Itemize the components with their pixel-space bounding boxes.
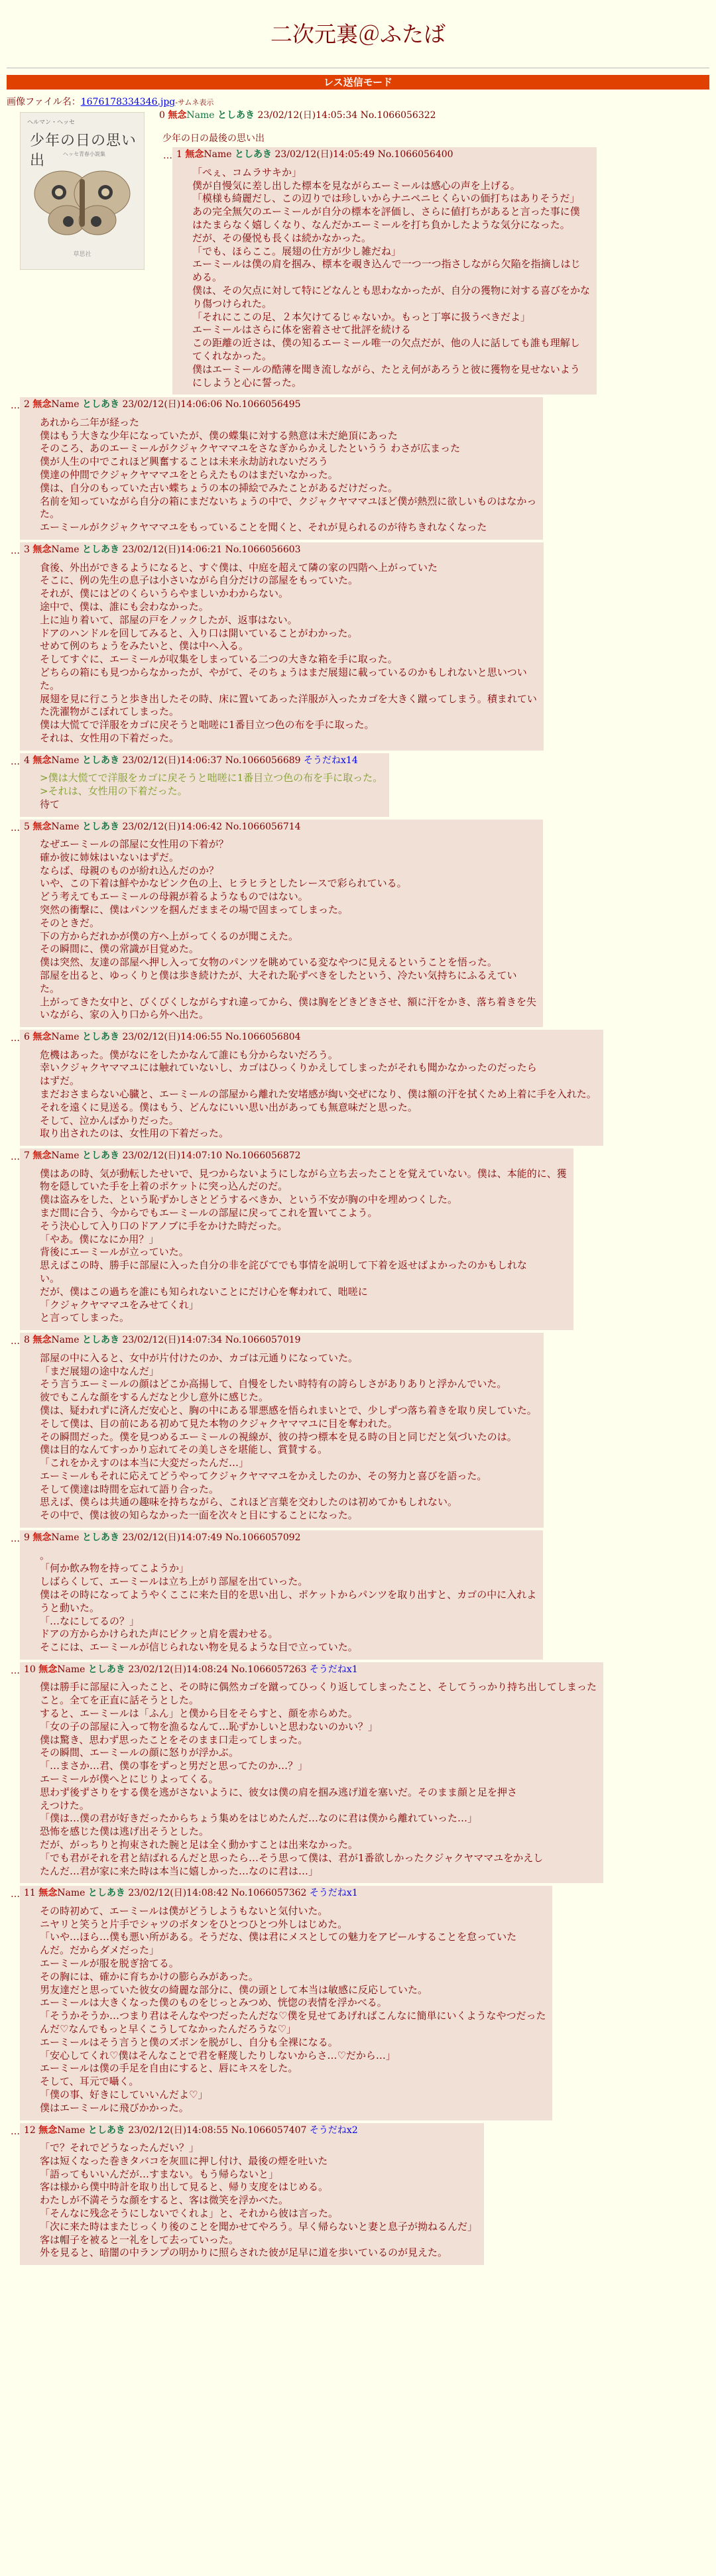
message-line: 思えばこの時、勝手に部屋に入った自分の非を詫びてでも事情を説明して下着を返せばよかったのかもしれな	[40, 1259, 528, 1272]
message-line: 客は様から僕中時計を取り出して見ると、帰り支度をはじめる。	[40, 2181, 329, 2193]
message-line: 恐怖を感じた僕は逃げ出そうとした。	[40, 1825, 209, 1838]
message-line: そう決心して入り口のドアノブに手をかけた時だった。	[40, 1219, 288, 1232]
message-line: 部屋を出ると、ゆっくりと僕は歩き続けたが、大それた恥ずべきをしたという、冷たい気持ちにふるえてい	[40, 969, 517, 981]
reply-date: 23/02/12(日)14:07:49	[122, 1532, 223, 1544]
thumbnail-toggle-link[interactable]: -サムネ表示	[175, 98, 214, 107]
reply-post	[20, 542, 544, 751]
reply-row	[159, 147, 709, 395]
reply-message	[40, 1905, 546, 2115]
reply-poster-name: としあき	[82, 544, 119, 556]
message-line: 僕が人生の中でこれほど興奮することは未来永劫訪れないだろう	[40, 456, 329, 468]
reply-subject: 無念	[32, 1532, 52, 1544]
reply-post	[20, 1333, 544, 1528]
reply-poster-name: としあき	[88, 1664, 125, 1675]
message-line: 僕が自慢気に差し出した標本を見ながらエーミールは感心の声を上げる。	[192, 179, 520, 192]
message-line: エーミールもそれに応えてどうやってクジャクヤママユをかえしたのか、その努力と喜びを語った。	[40, 1469, 487, 1482]
message-line: エーミールは大きくなった僕のものをじっとみつめ、恍惚の表情を浮かべる。	[40, 1996, 387, 2009]
message-line: それを遠くに見送る。僕はもう、どんなにいい思い出があっても無意味だと思った。	[40, 1101, 418, 1113]
message-line: その胸には、確かに育ちかけの膨らみがあった。	[40, 1970, 259, 1983]
reply-subject: 無念	[32, 399, 52, 410]
reply-indent-marker: …	[163, 151, 172, 162]
reply-poster-name: としあき	[88, 1888, 125, 1899]
message-line: 「語ってもいいんだが…すまない。もう帰らないと」	[40, 2168, 279, 2180]
reply-subject: 無念	[38, 2124, 58, 2136]
reply-id[interactable]: No.1066056400	[377, 149, 453, 160]
reply-indent-marker: …	[11, 2126, 20, 2137]
message-line: 僕は突然、友達の部屋へ押し入って女物のパンツを眺めている変なやつに見えるということを悟った。	[40, 956, 498, 969]
reply-number: 11	[24, 1888, 36, 1899]
reply-id[interactable]: No.1066057092	[225, 1532, 301, 1544]
reply-poster-name: としあき	[82, 1532, 119, 1544]
message-line: 幸いクジャクヤママユには触れていないし、カゴはひっくりかえしてしまったがそれも聞かなかったのだったら	[40, 1062, 537, 1074]
message-line: はずだ。	[40, 1075, 80, 1087]
reply-message	[40, 1049, 597, 1141]
message-line: 「でも、ほらここ。展翅の仕方が少し雑だね」	[192, 245, 402, 257]
name-label: Name	[51, 544, 80, 556]
message-line: わたしが不満そうな顔をすると、客は微笑を浮かべた。	[40, 2194, 289, 2207]
message-line: そこに、例の先生の息子は小さいながら自分だけの部屋をもっていた。	[40, 574, 359, 587]
reply-indent-marker: …	[11, 546, 20, 557]
message-line: ドアの方からかけられた声にビクッと肩を震わせる。	[40, 1628, 278, 1640]
message-line: 待て	[40, 798, 60, 810]
message-line: そして、耳元で囁く。	[40, 2075, 139, 2088]
reply-subject: 無念	[32, 1032, 52, 1043]
message-line: エーミールは僕の手足を自由にすると、唇にキスをした。	[40, 2062, 298, 2075]
message-line: 「まだ展翅の途中なんだ」	[40, 1365, 160, 1377]
reply-row	[7, 1148, 709, 1330]
reply-row	[7, 1030, 709, 1146]
reply-row	[7, 542, 709, 751]
message-line: 「これをかえすのは本当に大変だったんだ…」	[40, 1457, 249, 1469]
sodane-button[interactable]: そうだねx1	[309, 1664, 358, 1675]
post-number: 0	[159, 110, 165, 121]
message-line: そこには、エーミールが信じられない物を見るような目で立っていた。	[40, 1641, 358, 1654]
message-line: 「やあ。僕になにか用？」	[40, 1233, 159, 1245]
name-label: Name	[51, 1335, 80, 1346]
book-title: 少年の日の思い出	[30, 133, 137, 169]
name-label: Name	[57, 2124, 86, 2136]
message-line: 「そうかそうか…つまり君はそんなやつだったんだな♡僕を見せてあげればこんなに簡単にいくようなやつだった	[40, 2010, 546, 2022]
message-line: 外を見ると、暗闇の中ランプの明かりに照らされた彼が足早に道を歩いているのが見えた。	[40, 2246, 448, 2259]
reply-message	[40, 562, 537, 745]
message-line: 「僕は…僕の君が好きだったからちょう集めをはじめたんだ…なのに君は僕から離れていった…」	[40, 1812, 478, 1825]
message-line: 思わず後ずさりをする僕を逃がさないように、彼女は僕の肩を掴み逃げ道を塞いだ。そのまま顔と足を押さ	[40, 1786, 518, 1798]
message-line: 「模様も綺麗だし、この辺りでは珍しいからナニペニヒくらいの価打ちはありそうだ」	[192, 192, 580, 205]
message-line: 「安心してくれ♡僕はそんなことで君を軽蔑したりしないからさ…♡だから…」	[40, 2049, 396, 2061]
op-thumbnail-image[interactable]	[20, 112, 145, 270]
reply-post	[20, 1530, 543, 1660]
reply-post	[172, 147, 597, 395]
message-line: 「次に来た時はまたじっくり後のことを聞かせてやろう。早く帰らないと妻と息子が拗ねるんだ」	[40, 2220, 478, 2233]
message-line: エーミールはさらに体を密着させて批評を続ける	[192, 324, 411, 336]
reply-row	[7, 1333, 709, 1528]
message-line: 僕は驚き、思わず思ったことをそのまま口走ってしまった。	[40, 1733, 308, 1746]
reply-poster-name: としあき	[82, 1335, 119, 1346]
reply-number: 8	[24, 1335, 30, 1346]
reply-id[interactable]: No.1066056872	[225, 1150, 301, 1162]
reply-poster-name: としあき	[82, 1032, 119, 1043]
reply-post	[20, 753, 389, 817]
reply-header	[24, 755, 383, 767]
message-line: なぜエーミールの部屋に女性用の下着が？	[40, 838, 229, 851]
message-line: 下の方からだれかが僕の方へ上がってくるのが聞こえた。	[40, 930, 299, 942]
reply-indent-marker: …	[11, 1889, 20, 1900]
message-line: それが、僕にはどのくらいうらやましいかわからない。	[40, 587, 289, 600]
reply-date: 23/02/12(日)14:06:42	[122, 821, 223, 832]
message-line: あの完全無欠のエーミールが自分の標本を評価し、さらに値打ちがあると言った事に僕	[192, 206, 580, 218]
message-line: にしようと心に誓った。	[192, 376, 302, 389]
reply-row	[7, 1530, 709, 1660]
file-label: 画像ファイル名：	[7, 97, 81, 107]
post-mode-bar: レス送信モード	[7, 75, 709, 90]
message-line: その瞬間だった。僕を見つめるエーミールの視線が、彼の持つ標本を見る時の目と同じだと気づいたのは。	[40, 1430, 517, 1443]
reply-id[interactable]: No.1066057362	[231, 1888, 307, 1899]
name-label: Name	[51, 755, 80, 766]
reply-date: 23/02/12(日)14:06:21	[122, 544, 223, 556]
message-line: たんだ…君が家に来た時は本当に嬉しかった…なのに君は…」	[40, 1865, 319, 1877]
reply-number: 1	[176, 149, 182, 160]
book-author: ヘルマン・ヘッセ	[27, 119, 76, 127]
message-line: た洗濯物がこぼれてしまった。	[40, 705, 180, 718]
reply-indent-marker: …	[11, 1033, 20, 1044]
message-line: 僕はもう大きな少年になっていたが、僕の蝶集に対する熱意は未だ絶頂にあった	[40, 429, 398, 442]
message-line: はたまらなく嬉しくなり、なんだかエーミールを打ち負かしたような気分になった。	[192, 219, 570, 231]
post-date: 23/02/12(日)14:05:34	[257, 110, 358, 121]
reply-indent-marker: …	[11, 1152, 20, 1163]
reply-post	[20, 1148, 573, 1330]
thread	[7, 96, 709, 2268]
book-subtitle: ヘッセ青春小説集	[63, 151, 105, 158]
message-line: そのときだ。	[40, 916, 100, 929]
message-line: 食後、外出ができるようになると、すぐ僕は、中庭を超えて隣の家の四階へ上がっていた	[40, 561, 438, 574]
message-line: と言ってしまった。	[40, 1312, 130, 1324]
message-line: り傷つけられた。	[192, 297, 272, 310]
reply-id[interactable]: No.1066056804	[225, 1032, 301, 1043]
reply-row	[7, 820, 709, 1028]
reply-id[interactable]: No.1066056689	[225, 755, 301, 766]
message-line: てくれなかった。	[192, 350, 272, 363]
name-label: Name	[51, 1032, 80, 1043]
reply-post	[20, 1886, 552, 2120]
reply-poster-name: としあき	[82, 399, 119, 410]
reply-indent-marker: …	[11, 1336, 20, 1347]
reply-date: 23/02/12(日)14:05:49	[274, 149, 375, 160]
message-line: それは、女性用の下着だった。	[40, 731, 180, 744]
message-line: 取り出されたのは、女性用の下着だった。	[40, 1127, 229, 1140]
message-line: 「そんなに残念そうにしないでくれよ」と、それから彼は言った。	[40, 2207, 339, 2220]
reply-indent-marker: …	[11, 1534, 20, 1545]
message-line: 客は帽子を被ると一礼をして去っていった。	[40, 2233, 239, 2246]
reply-poster-name: としあき	[82, 821, 119, 832]
message-line: 「で？それでどうなったんだい？」	[40, 2142, 200, 2154]
reply-message	[192, 166, 590, 390]
reply-id[interactable]: No.1066056714	[225, 821, 301, 832]
message-line: い。	[40, 1272, 60, 1285]
message-line: 思えば、僕らは共通の趣味を持ちながら、これほど言葉を交わしたのは初めてかもしれない。	[40, 1496, 458, 1508]
reply-message	[40, 1168, 567, 1325]
message-line: エーミールはそう言うと僕のズボンを脱がし、自分も全裸になる。	[40, 2036, 338, 2048]
message-line: この距離の近さは、僕の知るエーミール唯一の欠点だが、他の人に話しても誰も理解し	[192, 337, 580, 349]
reply-message	[40, 1681, 597, 1878]
message-line: 客は短くなった巻きタバコを灰皿に押し付け、最後の煙を吐いた	[40, 2154, 328, 2167]
message-line: た。	[40, 982, 60, 995]
message-line: しばらくして、エーミールは立ち上がり部屋を出ていった。	[40, 1575, 308, 1588]
book-publisher: 草思社	[73, 251, 91, 258]
reply-row	[7, 753, 709, 817]
message-line: その瞬間に、僕の常識が目覚めた。	[40, 943, 200, 955]
reply-date: 23/02/12(日)14:08:55	[128, 2124, 229, 2136]
reply-number: 12	[24, 2124, 36, 2136]
message-line: 確か彼に姉妹はいないはずだ。	[40, 851, 180, 863]
reply-number: 5	[24, 821, 30, 832]
reply-id[interactable]: No.1066057263	[231, 1664, 307, 1675]
reply-subject: 無念	[32, 1150, 52, 1162]
reply-row	[7, 1886, 709, 2120]
message-line: どう考えてもエーミールの母親が着るようなものではない。	[40, 890, 308, 903]
reply-poster-name: としあき	[82, 1150, 119, 1162]
reply-date: 23/02/12(日)14:08:42	[128, 1888, 229, 1899]
reply-subject: 無念	[32, 1335, 52, 1346]
message-line: 危機はあった。僕がなにをしたかなんて誰にも分からないだろう。	[40, 1048, 338, 1061]
message-line: んだ♡なんでもっと早くこうしてなかったんだろうな♡」	[40, 2022, 296, 2035]
message-line: あれから二年が経った	[40, 416, 140, 428]
reply-number: 4	[24, 755, 30, 766]
message-line: まだ間に合う、今からでもエーミールの部屋に戻ってこれを置いてこよう。	[40, 1207, 378, 1219]
post-id[interactable]: No.1066056322	[360, 110, 436, 121]
message-line: 「…なにしてるの？」	[40, 1615, 140, 1627]
name-label: Name	[51, 821, 80, 832]
reply-post	[20, 2123, 484, 2266]
reply-header	[24, 399, 536, 410]
message-line: せめて例のちょうをみたいと、僕は中へ入る。	[40, 640, 249, 652]
reply-header	[24, 2124, 477, 2136]
reply-row	[7, 2123, 709, 2266]
message-line: ニヤリと笑うと片手でシャツのボタンをひとつひとつ外しはじめた。	[40, 1918, 348, 1930]
message-line: 僕は大慌てで洋服をカゴに戻そうと咄嗟に1番目立つ色の布を手に取った。	[40, 719, 375, 731]
reply-header	[24, 1664, 597, 1676]
name-label: Name	[51, 399, 80, 410]
sodane-button[interactable]: そうだねx1	[309, 1888, 358, 1899]
message-line: 「クジャクヤママユをみせてくれ」	[40, 1298, 199, 1311]
name-label: Name	[51, 1532, 80, 1544]
message-line: 部屋の中に入ると、女中が片付けたのか、カゴは元通りになっていた。	[40, 1351, 359, 1364]
sodane-button[interactable]: そうだねx2	[309, 2124, 358, 2136]
reply-id[interactable]: No.1066057407	[231, 2124, 307, 2136]
message-line: た。	[40, 508, 60, 521]
message-line: 「ぺぇ、コムラサキか」	[192, 166, 302, 178]
message-line: 僕は目的なんてすっかり忘れてその美しさを堪能し、賞賛する。	[40, 1443, 328, 1456]
message-line: その瞬間、エーミールの顔に怒りが浮かぶ。	[40, 1747, 239, 1759]
reply-indent-marker: …	[11, 822, 20, 833]
poster-name: としあき	[217, 110, 255, 121]
message-line: 僕は、その欠点に対して特にどなんとも思わなかったが、自分の獲物に対する喜びをかな	[192, 284, 591, 297]
message-line: 物を隠していた手を上着のポケットに突っ込んだのだ。	[40, 1180, 288, 1193]
moth-icon	[32, 166, 132, 239]
message-line: 僕は盗みをした、という恥ずかしさとどうするべきか、という不安が胸の中を埋めつくした。	[40, 1194, 458, 1206]
message-line: 僕はその時になってようやくここに来た目的を思い出し、ポケットからパンツを取り出すと、カゴの中に入れよ	[40, 1588, 537, 1601]
message-line: そしてすぐに、エーミールが収集をしまっている二つの大きな箱を手に取った。	[40, 653, 398, 666]
message-line: た。	[40, 679, 60, 692]
message-line: そして、泣かんばかりだった。	[40, 1114, 179, 1127]
message-line: んだ。だからダメだった」	[40, 1944, 160, 1957]
reply-header	[176, 149, 590, 160]
message-line: いや、この下着は鮮やかなピンク色の上、ヒラヒラとしたレースで彩られている。	[40, 877, 407, 890]
op-file-info	[7, 96, 709, 108]
reply-indent-marker: …	[11, 400, 20, 412]
reply-header	[24, 1031, 597, 1043]
reply-row	[7, 397, 709, 540]
reply-message	[40, 1550, 536, 1654]
message-line: だが、がっちりと拘束された腕と足は全く動かすことは出来なかった。	[40, 1838, 359, 1851]
message-line: だが、その優悦も長くは続かなかった。	[192, 231, 372, 244]
name-label: Name	[186, 110, 215, 121]
reply-header	[24, 821, 536, 833]
message-line: 僕は、疑われずに済んだ安心と、胸の中にある罪悪感を悟られまいとで、少しずつ落ち着きを取り戻していた。	[40, 1404, 537, 1416]
name-label: Name	[204, 149, 232, 160]
message-line: まだおさまらない心臓と、エーミールの部屋から離れた安堵感が綯い交ぜになり、僕は額の汗を拭くため上着に手を入れた。	[40, 1088, 597, 1101]
message-line: そのころ、あのエーミールがクジャクヤママユをさなぎからかえしたというう わさが広まった	[40, 442, 461, 455]
message-line: 「…まさか…君、僕の事をずっと男だと思ってたのか…？」	[40, 1760, 308, 1772]
message-line: 「何か飲み物を持ってこようか」	[40, 1562, 190, 1575]
reply-id[interactable]: No.1066057019	[225, 1335, 301, 1346]
reply-number: 2	[24, 399, 30, 410]
message-line: だが、僕はこの過ちを誰にも知られないことにだけ心を奪われて、咄嗟に	[40, 1285, 368, 1298]
reply-subject: 無念	[32, 821, 52, 832]
message-line: 上がってきた女中と、びくびくしながらすれ違ってから、僕は胸をどきどきさせ、額に汗をかき、落ち着きを失	[40, 995, 536, 1008]
reply-number: 3	[24, 544, 30, 556]
reply-indent-marker: …	[11, 1665, 20, 1676]
site-title[interactable]: 二次元裏＠ふたば	[270, 21, 446, 47]
message-line: どちらの箱にも見つからなかったが、やがて、そのちょうはまだ展翅に載っているのかもしれないと思いつい	[40, 666, 527, 678]
message-line: 突然の衝撃に、僕はパンツを掴んだままその場で固まってしまった。	[40, 904, 349, 916]
message-line: すると、エーミールは「ふん」と僕から目をそらすと、顔を赤らめた。	[40, 1707, 358, 1719]
reply-id[interactable]: No.1066056603	[225, 544, 301, 556]
message-line: 僕達の仲間でクジャクヤママユをとらえたものはまだいなかった。	[40, 469, 338, 481]
name-label: Name	[57, 1888, 86, 1899]
reply-header	[24, 1532, 536, 1544]
message-line: 彼でもこんな顔をするんだなと少し意外に感じた。	[40, 1391, 269, 1404]
reply-message	[40, 772, 383, 811]
reply-id[interactable]: No.1066056495	[225, 399, 301, 410]
message-line: そして僕は、目の前にある初めて見た本物のクジャクヤママユに目を奪われた。	[40, 1417, 398, 1430]
message-line: 展翅を見に行こうと歩き出したその時、床に置いてあった洋服が入ったカゴを大きく蹴ってしまう。積まれてい	[40, 692, 537, 705]
reply-date: 23/02/12(日)14:07:10	[122, 1150, 223, 1162]
reply-date: 23/02/12(日)14:06:37	[122, 755, 223, 766]
message-line: こと。全てを正直に話そうとした。	[40, 1694, 200, 1707]
reply-header	[24, 544, 537, 556]
message-line: エーミールが服を脱ぎ捨てる。	[40, 1957, 179, 1969]
message-line: 「でも君がそれを君と結ばれるんだと思ったら…そう思って僕は、君が1番欲しかったクジャクヤママユをかえし	[40, 1851, 544, 1864]
message-line: その中で、僕は彼の知らなかった一面を次々と目にすることになった。	[40, 1509, 358, 1522]
sodane-button[interactable]: そうだねx14	[304, 755, 358, 766]
reply-subject: 無念	[38, 1888, 58, 1899]
reply-post	[20, 1030, 603, 1146]
message-line: そして僕達は時間を忘れて語り合った。	[40, 1483, 219, 1495]
reply-post	[20, 397, 543, 540]
message-line: その時初めて、エーミールは僕がどうしようもないと気付いた。	[40, 1904, 328, 1917]
post-subject: 無念	[168, 110, 187, 121]
message-line: 男友達だと思っていた彼女の綺麗な部分に、僕の頭として本当は敏感に反応していた。	[40, 1983, 428, 1996]
message-line: 僕は勝手に部屋に入ったこと、その時に偶然カゴを蹴ってひっくり返してしまったこと、そしてうっかり持ち出してしまった	[40, 1681, 597, 1693]
op-message: 少年の日の最後の思い出	[162, 133, 265, 144]
message-line: 「僕の事、好きにしていいんだよ♡」	[40, 2088, 208, 2101]
reply-number: 9	[24, 1532, 30, 1544]
reply-number: 6	[24, 1032, 30, 1043]
reply-header	[24, 1887, 546, 1899]
message-line: 上に辿り着いて、部屋の戸をノックしたが、返事はない。	[40, 613, 298, 626]
reply-message	[40, 2142, 477, 2260]
reply-post	[20, 1662, 603, 1883]
message-line: 僕はエーミールに飛びかかった。	[40, 2101, 189, 2114]
message-line: うと動いた。	[40, 1601, 100, 1614]
message-line: 僕は、自分のもっていた古い蝶ちょうの本の挿絵でみたことがあるだけだった。	[40, 481, 398, 494]
message-line: 途中で、僕は、誰にも会わなかった。	[40, 600, 209, 613]
reply-list	[7, 147, 709, 2265]
reply-date: 23/02/12(日)14:07:34	[122, 1335, 223, 1346]
name-label: Name	[51, 1150, 80, 1162]
message-line: そう言うエーミールの顔はどこか高揚して、自慢をしたい時特有の誇らしさがありありと浮かんでいた。	[40, 1378, 507, 1390]
reply-post	[20, 820, 543, 1028]
file-link[interactable]: 1676178334346.jpg	[80, 97, 176, 107]
message-line: 僕はあの時、気が動転したせいで、見つからないようにしながら立ち去ったことを覚えていない。僕は、本能的に、獲	[40, 1167, 567, 1180]
message-line: 「いや…ほら…僕も悪い所がある。そうだな、僕は君にメスとしての魅力をアピールすることを怠っていた	[40, 1931, 517, 1943]
reply-header	[24, 1150, 567, 1162]
reply-subject: 無念	[38, 1664, 58, 1675]
reply-subject: 無念	[32, 755, 52, 766]
reply-number: 10	[24, 1664, 36, 1675]
message-line: いながら、家の入り口から外へ出た。	[40, 1009, 209, 1021]
message-line: 名前を知っていながら自分の箱にまだないちょうの中で、クジャクヤママユほど僕が熱烈に欲しいものはなかっ	[40, 495, 537, 507]
message-line: エーミールがクジャクヤママユをもっていることを聞くと、それが見られるのが待ちきれなくなった	[40, 521, 487, 534]
message-line: エーミールが僕へとにじりよってくる。	[40, 1772, 219, 1785]
reply-message	[40, 416, 536, 534]
reply-date: 23/02/12(日)14:08:24	[128, 1664, 229, 1675]
message-line: ならば、母親のものが紛れ込んだのか？	[40, 864, 219, 877]
message-line: 背後にエーミールが立っていた。	[40, 1246, 189, 1258]
name-label: Name	[57, 1664, 86, 1675]
reply-indent-marker: …	[11, 756, 20, 767]
message-line: める。	[192, 271, 223, 284]
message-line: ドアのハンドルを回してみると、入り口は開いていることがわかった。	[40, 627, 358, 639]
reply-poster-name: としあき	[88, 2124, 125, 2136]
message-line: エーミールは僕の肩を掴み、標本を覗き込んで一つ一つ指さしながら欠陥を指摘しはじ	[192, 258, 581, 271]
reply-number: 7	[24, 1150, 30, 1162]
reply-date: 23/02/12(日)14:06:06	[122, 399, 223, 410]
reply-subject: 無念	[32, 544, 52, 556]
message-line: 「それにここの足、２本欠けてるじゃないか。もっと丁寧に扱うべきだよ」	[192, 310, 531, 323]
message-line: >僕は大慌てで洋服をカゴに戻そうと咄嗟に1番目立つ色の布を手に取った。	[40, 772, 383, 784]
reply-subject: 無念	[185, 149, 204, 160]
reply-header	[24, 1334, 537, 1346]
reply-message	[40, 838, 536, 1022]
message-line: えつけた。	[40, 1799, 90, 1811]
message-line: >それは、女性用の下着だった。	[40, 784, 188, 797]
reply-poster-name: としあき	[235, 149, 272, 160]
reply-message	[40, 1352, 537, 1522]
message-line: 。	[40, 1549, 50, 1562]
message-line: 僕はエーミールの酷薄を聞き流しながら、たとえ何があろうと彼に獲物を見せないよう	[192, 363, 580, 375]
reply-date: 23/02/12(日)14:06:55	[122, 1032, 223, 1043]
message-line: 「女の子の部屋に入って物を漁るなんて…恥ずかしいと思わないのかい？」	[40, 1720, 379, 1733]
reply-row	[7, 1662, 709, 1883]
reply-poster-name: としあき	[82, 755, 119, 766]
